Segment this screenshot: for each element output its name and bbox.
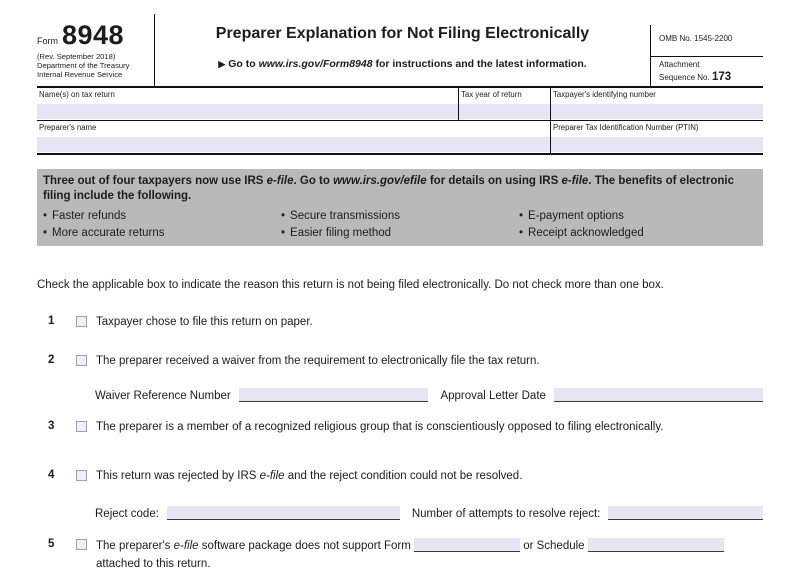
banner-text: Three out of four taxpayers now use IRS [43,175,267,187]
subtitle-text-tail: for instructions and the latest information. [372,58,587,70]
identity-row-1 [37,88,763,121]
reject-subrow [95,506,763,520]
item-number: 2 [48,353,55,366]
form-id-block [37,14,155,86]
bullet-secure-transmissions: • Secure transmissions [281,209,400,222]
checkbox-3[interactable] [76,421,87,432]
omb-number: OMB No. 1545-2200 [651,25,763,57]
banner-text-italic: e-file [266,175,294,187]
efile-url-link: www.irs.gov/efile [333,175,427,187]
department-label: Department of the Treasury [37,61,130,70]
bullet-icon: • [281,209,286,222]
identity-row-2 [37,121,763,155]
bullet-epayment-options: • E-payment options [519,209,624,222]
name-field-label: Name(s) on tax return [39,90,115,99]
preparer-name-input[interactable] [37,137,550,152]
unsupported-schedule-input[interactable] [588,538,724,552]
bullet-icon: • [43,209,48,222]
bullet-easier-filing-method: • Easier filing method [281,226,392,239]
attachment-number: 173 [711,71,732,84]
banner-text: . Go to [293,175,334,187]
bullet-receipt-acknowledged: • Receipt acknowledged [519,226,644,239]
checkbox-5[interactable] [76,539,87,550]
instruction-text: Check the applicable box to indicate the reason this return is not being filed electronically. Do not check more than one box. [37,278,664,291]
form-number: 8948 [62,20,125,50]
right-arrow-icon: ▶ [218,59,226,69]
form-word-label: Form [37,36,58,46]
form-subtitle [155,58,650,70]
waiver-reference-label: Waiver Reference Number [95,389,231,402]
tin-cell [551,88,763,120]
unsupported-form-input[interactable] [414,538,520,552]
reason-item-5 [37,538,763,572]
tin-label: Taxpayer's identifying number [553,90,656,99]
revision-date: (Rev. September 2018) [37,52,116,61]
waiver-reference-input[interactable] [239,388,429,402]
name-cell [37,88,459,120]
bullet-more-accurate-returns: • More accurate returns [43,226,165,239]
item-number: 1 [48,314,55,327]
bullet-icon: • [519,209,524,222]
bullet-faster-refunds: • Faster refunds [43,209,127,222]
omb-block [650,25,763,86]
item-text: The preparer received a waiver from the requirement to electronically file the tax return. [96,354,540,367]
reason-item-2 [37,354,763,369]
tin-input[interactable] [551,104,763,119]
banner-text: . The benefits of electronic filing include the following. [43,175,735,202]
item-text: Taxpayer chose to file this return on paper. [96,315,313,328]
item-text: The preparer's e-file software package does not support Form or Schedule attached to this return. [96,538,724,572]
reject-code-label: Reject code: [95,507,159,520]
tax-year-label: Tax year of return [461,90,522,99]
checkbox-4[interactable] [76,470,87,481]
bullet-icon: • [519,226,524,239]
title-block [155,14,650,86]
ptin-input[interactable] [551,137,763,152]
item-number: 4 [48,468,55,481]
reason-item-3 [37,420,763,435]
item-text: This return was rejected by IRS e-file and the reject condition could not be resolved. [96,469,523,482]
preparer-name-label: Preparer's name [39,123,97,132]
ptin-cell [551,121,763,153]
attempts-label: Number of attempts to resolve reject: [411,507,601,520]
efile-banner [37,169,763,246]
banner-text-italic: e-file [561,175,589,187]
attachment-sequence [651,57,763,86]
banner-heading [43,174,755,204]
reject-code-input[interactable] [167,506,400,520]
item-number: 3 [48,419,55,432]
preparer-name-cell [37,121,551,153]
attachment-label-line1: Attachment [659,59,700,69]
approval-date-input[interactable] [554,388,763,402]
form-header [37,14,763,88]
ptin-label: Preparer Tax Identification Number (PTIN) [553,123,699,132]
item-number: 5 [48,537,55,550]
attachment-label-line2: Sequence No. [659,73,712,83]
reason-item-1 [37,315,763,330]
bullet-icon: • [43,226,48,239]
waiver-subrow [95,388,763,402]
item-text-tail: attached to this return. [96,557,211,570]
subtitle-text: Go to [228,58,259,70]
bullet-icon: • [281,226,286,239]
irs-url-link: www.irs.gov/Form8948 [258,58,373,70]
benefit-bullets [43,210,755,239]
form-title: Preparer Explanation for Not Filing Electronically [215,25,590,42]
agency-label: Internal Revenue Service [37,70,123,80]
approval-date-label: Approval Letter Date [440,389,546,402]
item-text: The preparer is a member of a recognized religious group that is conscientiously opposed to filing electronically. [96,420,664,433]
reason-item-4 [37,469,763,484]
checkbox-2[interactable] [76,355,87,366]
name-input[interactable] [37,104,458,119]
checkbox-1[interactable] [76,316,87,327]
banner-text: for details on using IRS [426,175,562,187]
tax-year-cell [459,88,551,120]
attempts-input[interactable] [608,506,763,520]
tax-year-input[interactable] [459,104,550,119]
